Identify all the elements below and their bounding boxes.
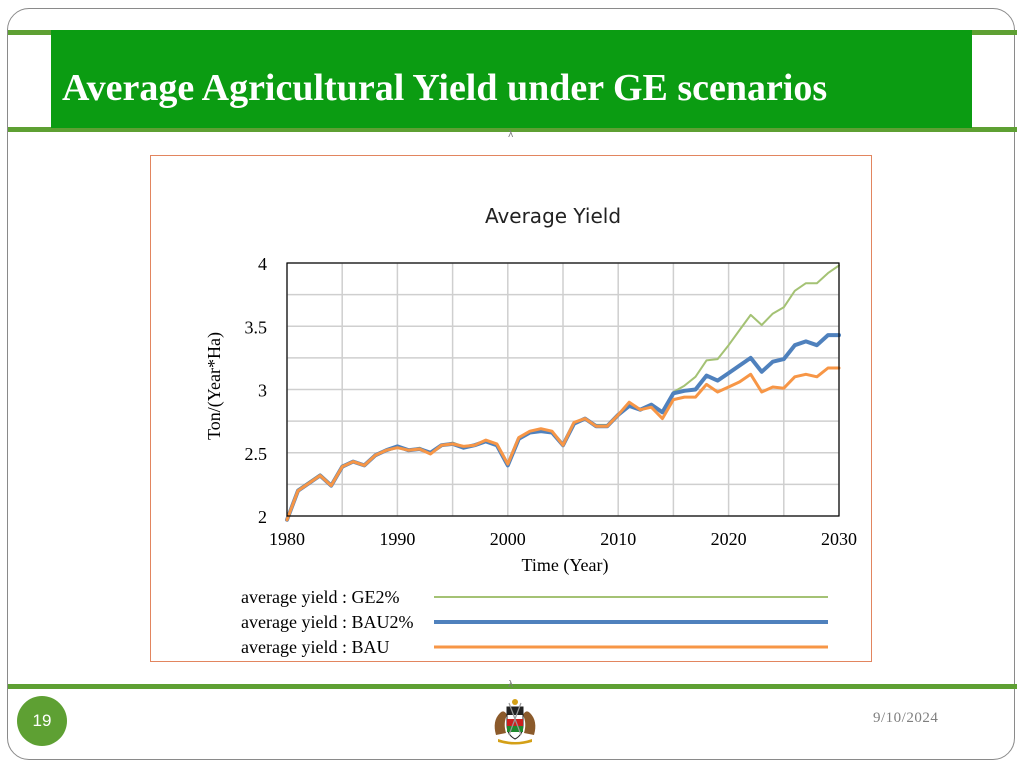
slide-title: Average Agricultural Yield under GE scenarios	[62, 67, 828, 109]
coat-of-arms-icon	[490, 695, 540, 745]
y-tick-label: 2	[258, 507, 267, 527]
x-tick-label: 2020	[710, 529, 747, 549]
x-tick-labels	[269, 529, 857, 549]
chart-figure	[150, 155, 872, 662]
legend-label: average yield : BAU2%	[241, 612, 414, 632]
y-tick-labels	[245, 254, 268, 527]
y-tick-label: 3.5	[244, 317, 267, 338]
chart-title: Average Yield	[484, 204, 622, 228]
placeholder-glyph: λ	[508, 680, 514, 690]
y-axis-label: Ton/(Year*Ha)	[204, 332, 224, 440]
yield-chart	[151, 156, 871, 661]
x-tick-label: 2030	[821, 529, 857, 549]
placeholder-glyph: λ	[508, 130, 514, 140]
y-tick-label: 2.5	[244, 443, 267, 464]
legend-label: average yield : GE2%	[241, 587, 400, 607]
x-tick-label: 1980	[269, 529, 305, 549]
chart-legend	[241, 587, 828, 657]
x-tick-label: 2010	[600, 529, 637, 549]
x-axis-label: Time (Year)	[521, 555, 609, 575]
chart-grid	[287, 263, 839, 516]
y-tick-label: 3	[258, 380, 267, 401]
page-number-badge: 19	[17, 696, 67, 746]
y-tick-label: 4	[258, 254, 267, 274]
x-tick-label: 1990	[379, 529, 416, 549]
legend-label: average yield : BAU	[241, 637, 390, 657]
x-tick-label: 2000	[489, 529, 526, 549]
slide-date: 9/10/2024	[873, 710, 939, 726]
